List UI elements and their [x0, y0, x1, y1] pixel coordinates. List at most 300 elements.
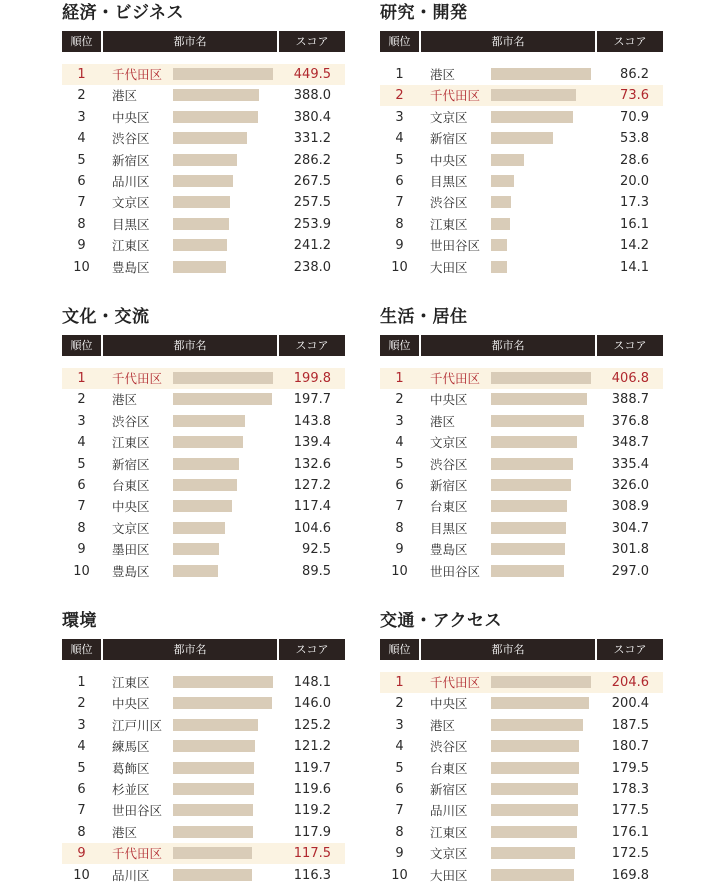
score-bar [173, 89, 259, 101]
score-bar [173, 783, 254, 795]
table-header [62, 639, 345, 660]
city-label: 新宿区 [112, 152, 150, 168]
rank-label: 9 [77, 542, 86, 558]
score-bar [491, 522, 566, 534]
score-value: 117.4 [293, 499, 331, 515]
score-value: 117.5 [293, 846, 331, 862]
score-value: 89.5 [302, 563, 331, 579]
city-label: 品川区 [112, 174, 150, 189]
score-bar [491, 719, 583, 731]
table-row [62, 800, 345, 821]
table-row [380, 715, 663, 736]
city-label: 新宿区 [430, 131, 468, 147]
score-bar [491, 218, 510, 230]
table-row [62, 192, 345, 213]
rank-label: 9 [395, 846, 404, 862]
city-label: 豊島区 [112, 259, 150, 275]
table-row [62, 758, 345, 779]
score-value: 178.3 [611, 782, 649, 797]
rank-label: 8 [77, 824, 86, 840]
city-header: 都市名 [421, 335, 595, 356]
city-label: 港区 [430, 717, 456, 733]
city-label: 新宿区 [430, 782, 468, 797]
rank-header: 順位 [62, 31, 101, 52]
city-label: 世田谷区 [430, 238, 481, 254]
table-row [62, 715, 345, 736]
rank-label: 1 [77, 675, 86, 690]
score-value: 17.3 [620, 195, 649, 211]
table-row [62, 368, 345, 389]
score-bar [173, 175, 233, 187]
score-bar [491, 372, 591, 384]
score-value: 121.2 [293, 739, 331, 755]
rank-label: 4 [77, 739, 86, 755]
table-row [62, 128, 345, 149]
table-row [380, 214, 663, 235]
table-row [380, 736, 663, 757]
table-row [62, 865, 345, 886]
score-bar [173, 68, 273, 80]
table-row [62, 822, 345, 843]
rank-label: 8 [77, 520, 86, 536]
table-row [380, 779, 663, 800]
table-row [62, 779, 345, 800]
rank-label: 2 [77, 392, 86, 408]
rank-label: 7 [77, 803, 86, 819]
panel-title: 文化・交流 [62, 307, 150, 327]
city-header: 都市名 [103, 639, 277, 660]
rank-label: 8 [395, 216, 404, 232]
score-bar [491, 847, 575, 859]
city-label: 墨田区 [112, 542, 150, 558]
city-label: 千代田区 [112, 371, 163, 386]
city-label: 世田谷区 [430, 563, 481, 579]
score-bar [491, 543, 565, 555]
rank-label: 9 [77, 238, 86, 254]
score-header: スコア [279, 31, 345, 52]
table-row [62, 432, 345, 453]
score-bar [173, 372, 273, 384]
rank-label: 10 [391, 867, 408, 883]
city-label: 港区 [430, 413, 456, 429]
rank-label: 5 [77, 760, 86, 776]
score-bar [491, 415, 584, 427]
score-value: 119.2 [293, 803, 331, 819]
rank-label: 1 [395, 67, 404, 82]
score-bar [173, 415, 245, 427]
city-label: 新宿区 [430, 478, 468, 493]
rank-label: 7 [77, 499, 86, 515]
score-bar [173, 154, 237, 166]
score-bar [173, 196, 230, 208]
rank-label: 2 [77, 88, 86, 104]
score-value: 70.9 [620, 109, 649, 125]
score-bar [491, 132, 553, 144]
city-header: 都市名 [103, 31, 277, 52]
city-label: 文京区 [430, 435, 468, 451]
panel-title: 研究・開発 [380, 3, 468, 23]
rank-label: 9 [395, 238, 404, 254]
score-value: 376.8 [611, 413, 649, 429]
city-label: 千代田区 [430, 88, 481, 104]
panel-title: 環境 [62, 611, 97, 631]
rank-label: 5 [77, 152, 86, 168]
score-value: 125.2 [293, 717, 331, 733]
table-row [380, 150, 663, 171]
city-label: 品川区 [430, 803, 468, 819]
score-value: 117.9 [293, 824, 331, 840]
table-header [62, 31, 345, 52]
score-bar [173, 826, 253, 838]
table-row [380, 64, 663, 85]
score-value: 119.6 [293, 782, 331, 797]
score-bar [173, 111, 258, 123]
score-value: 28.6 [620, 152, 649, 168]
table-row [62, 235, 345, 256]
city-label: 文京区 [112, 195, 150, 211]
city-label: 千代田区 [112, 846, 163, 862]
table-row [62, 561, 345, 582]
city-label: 葛飾区 [112, 760, 150, 776]
table-row [62, 496, 345, 517]
rank-label: 3 [395, 413, 404, 429]
score-bar [491, 676, 591, 688]
score-value: 176.1 [611, 824, 649, 840]
score-bar [491, 804, 578, 816]
score-bar [173, 847, 252, 859]
table-row [380, 865, 663, 886]
table-header [380, 335, 663, 356]
rank-label: 7 [395, 499, 404, 515]
table-row [380, 107, 663, 128]
rank-label: 8 [395, 824, 404, 840]
rank-label: 10 [391, 259, 408, 275]
score-value: 116.3 [293, 867, 331, 883]
rank-label: 9 [77, 846, 86, 862]
score-value: 20.0 [620, 174, 649, 189]
table-row [62, 171, 345, 192]
score-value: 326.0 [611, 478, 649, 493]
score-value: 301.8 [611, 542, 649, 558]
rank-label: 4 [77, 131, 86, 147]
score-value: 172.5 [611, 846, 649, 862]
score-value: 238.0 [293, 259, 331, 275]
city-label: 渋谷区 [112, 131, 150, 147]
city-label: 新宿区 [112, 456, 150, 472]
score-header: スコア [597, 639, 663, 660]
score-value: 297.0 [611, 563, 649, 579]
rank-label: 10 [391, 563, 408, 579]
rank-label: 6 [395, 782, 404, 797]
city-label: 千代田区 [430, 371, 481, 386]
rank-label: 1 [395, 675, 404, 690]
rank-label: 1 [77, 67, 86, 82]
score-value: 241.2 [293, 238, 331, 254]
rank-label: 4 [395, 435, 404, 451]
city-label: 港区 [112, 824, 138, 840]
score-value: 197.7 [293, 392, 331, 408]
city-label: 豊島区 [430, 542, 468, 558]
table-row [62, 85, 345, 106]
city-label: 目黒区 [430, 520, 468, 536]
city-label: 港区 [112, 88, 138, 104]
score-bar [491, 479, 571, 491]
city-label: 中央区 [430, 392, 468, 408]
score-value: 119.7 [293, 760, 331, 776]
city-label: 中央区 [112, 109, 150, 125]
score-bar [173, 132, 247, 144]
score-bar [173, 393, 272, 405]
table-row [62, 214, 345, 235]
table-row [62, 672, 345, 693]
score-value: 146.0 [293, 696, 331, 712]
rank-label: 8 [77, 216, 86, 232]
score-header: スコア [597, 31, 663, 52]
rank-header: 順位 [62, 335, 101, 356]
rank-label: 4 [395, 739, 404, 755]
table-row [380, 454, 663, 475]
rank-label: 2 [77, 696, 86, 712]
score-value: 304.7 [611, 520, 649, 536]
score-value: 406.8 [611, 371, 649, 386]
table-row [380, 800, 663, 821]
score-bar [491, 436, 577, 448]
score-bar [491, 458, 573, 470]
score-value: 169.8 [611, 867, 649, 883]
panel-title: 経済・ビジネス [62, 3, 184, 23]
score-bar [491, 239, 507, 251]
rank-label: 4 [77, 435, 86, 451]
table-row [380, 693, 663, 714]
rank-label: 7 [77, 195, 86, 211]
table-header [62, 335, 345, 356]
rank-label: 7 [395, 803, 404, 819]
score-bar [491, 261, 507, 273]
score-bar [491, 393, 587, 405]
city-label: 台東区 [430, 499, 468, 515]
table-row [62, 257, 345, 278]
city-label: 江東区 [112, 435, 150, 451]
city-label: 江戸川区 [112, 717, 163, 733]
table-row [380, 389, 663, 410]
rank-label: 1 [395, 371, 404, 386]
city-label: 港区 [112, 392, 138, 408]
city-label: 江東区 [430, 824, 468, 840]
score-bar [173, 479, 237, 491]
rank-label: 7 [395, 195, 404, 211]
score-value: 148.1 [293, 675, 331, 690]
rank-label: 2 [395, 696, 404, 712]
table-row [380, 411, 663, 432]
score-value: 253.9 [293, 216, 331, 232]
score-value: 257.5 [293, 195, 331, 211]
score-header: スコア [597, 335, 663, 356]
panel-title: 生活・居住 [380, 307, 468, 327]
score-bar [173, 804, 253, 816]
table-row [380, 518, 663, 539]
table-row [380, 235, 663, 256]
city-label: 文京区 [112, 520, 150, 536]
score-bar [173, 543, 219, 555]
table-row [380, 672, 663, 693]
score-value: 16.1 [620, 216, 649, 232]
score-value: 180.7 [611, 739, 649, 755]
table-row [380, 85, 663, 106]
city-label: 中央区 [112, 696, 150, 712]
rank-label: 5 [395, 760, 404, 776]
score-header: スコア [279, 639, 345, 660]
score-header: スコア [279, 335, 345, 356]
score-bar [173, 522, 225, 534]
score-value: 388.0 [293, 88, 331, 104]
table-row [62, 150, 345, 171]
score-bar [173, 261, 226, 273]
city-label: 文京区 [430, 109, 468, 125]
score-bar [173, 218, 229, 230]
city-label: 中央区 [430, 696, 468, 712]
rank-label: 5 [77, 456, 86, 472]
table-row [62, 736, 345, 757]
rank-header: 順位 [380, 639, 419, 660]
city-label: 練馬区 [112, 739, 150, 755]
rank-label: 8 [395, 520, 404, 536]
city-label: 千代田区 [112, 67, 163, 82]
score-bar [491, 175, 514, 187]
score-value: 14.1 [620, 259, 649, 275]
table-row [380, 758, 663, 779]
table-row [62, 64, 345, 85]
score-bar [173, 458, 239, 470]
table-row [62, 693, 345, 714]
table-row [62, 518, 345, 539]
rank-label: 9 [395, 542, 404, 558]
score-value: 143.8 [293, 413, 331, 429]
city-label: 世田谷区 [112, 803, 163, 819]
table-row [380, 128, 663, 149]
score-value: 335.4 [611, 456, 649, 472]
score-value: 132.6 [293, 456, 331, 472]
score-value: 139.4 [293, 435, 331, 451]
score-value: 104.6 [293, 520, 331, 536]
city-label: 品川区 [112, 867, 150, 883]
rank-label: 3 [77, 413, 86, 429]
city-label: 台東区 [112, 478, 150, 493]
city-label: 渋谷区 [430, 195, 468, 211]
score-bar [173, 676, 273, 688]
city-label: 目黒区 [430, 174, 468, 189]
rank-header: 順位 [62, 639, 101, 660]
city-label: 渋谷区 [112, 413, 150, 429]
table-row [380, 496, 663, 517]
score-value: 380.4 [293, 109, 331, 125]
score-value: 92.5 [302, 542, 331, 558]
table-row [380, 432, 663, 453]
city-header: 都市名 [421, 31, 595, 52]
score-bar [491, 196, 511, 208]
score-bar [491, 826, 577, 838]
rank-header: 順位 [380, 335, 419, 356]
table-row [380, 368, 663, 389]
city-label: 豊島区 [112, 563, 150, 579]
score-bar [491, 869, 574, 881]
city-label: 大田区 [430, 259, 468, 275]
score-value: 348.7 [611, 435, 649, 451]
score-bar [173, 762, 254, 774]
rank-label: 2 [395, 392, 404, 408]
score-value: 449.5 [293, 67, 331, 82]
table-row [62, 389, 345, 410]
score-bar [173, 436, 243, 448]
rank-label: 6 [77, 174, 86, 189]
table-row [380, 843, 663, 864]
score-value: 53.8 [620, 131, 649, 147]
rank-label: 3 [395, 717, 404, 733]
score-value: 204.6 [611, 675, 649, 690]
table-row [380, 257, 663, 278]
score-value: 177.5 [611, 803, 649, 819]
score-bar [173, 565, 218, 577]
rank-label: 4 [395, 131, 404, 147]
score-value: 388.7 [611, 392, 649, 408]
rank-label: 6 [395, 478, 404, 493]
table-row [62, 454, 345, 475]
score-bar [491, 89, 576, 101]
score-bar [173, 500, 232, 512]
rank-label: 2 [395, 88, 404, 104]
score-bar [491, 740, 579, 752]
rank-label: 10 [73, 867, 90, 883]
city-header: 都市名 [103, 335, 277, 356]
rank-label: 1 [77, 371, 86, 386]
table-row [62, 411, 345, 432]
rank-label: 6 [395, 174, 404, 189]
score-value: 267.5 [293, 174, 331, 189]
score-value: 86.2 [620, 67, 649, 82]
city-label: 江東区 [112, 238, 150, 254]
score-value: 331.2 [293, 131, 331, 147]
table-row [62, 107, 345, 128]
rank-label: 10 [73, 259, 90, 275]
score-bar [491, 500, 567, 512]
table-row [62, 475, 345, 496]
score-bar [491, 783, 578, 795]
score-bar [491, 762, 579, 774]
score-bar [173, 719, 258, 731]
score-bar [491, 697, 589, 709]
city-label: 渋谷区 [430, 456, 468, 472]
table-row [380, 171, 663, 192]
city-label: 台東区 [430, 760, 468, 776]
city-label: 大田区 [430, 867, 468, 883]
table-header [380, 31, 663, 52]
city-header: 都市名 [421, 639, 595, 660]
table-row [380, 561, 663, 582]
rank-header: 順位 [380, 31, 419, 52]
city-label: 文京区 [430, 846, 468, 862]
city-label: 中央区 [112, 499, 150, 515]
rank-label: 6 [77, 478, 86, 493]
city-label: 渋谷区 [430, 739, 468, 755]
score-bar [173, 869, 252, 881]
score-value: 199.8 [293, 371, 331, 386]
rank-label: 3 [77, 717, 86, 733]
score-bar [491, 111, 573, 123]
table-row [62, 843, 345, 864]
score-value: 14.2 [620, 238, 649, 254]
city-label: 江東区 [430, 216, 468, 232]
rank-label: 10 [73, 563, 90, 579]
city-label: 江東区 [112, 675, 150, 690]
